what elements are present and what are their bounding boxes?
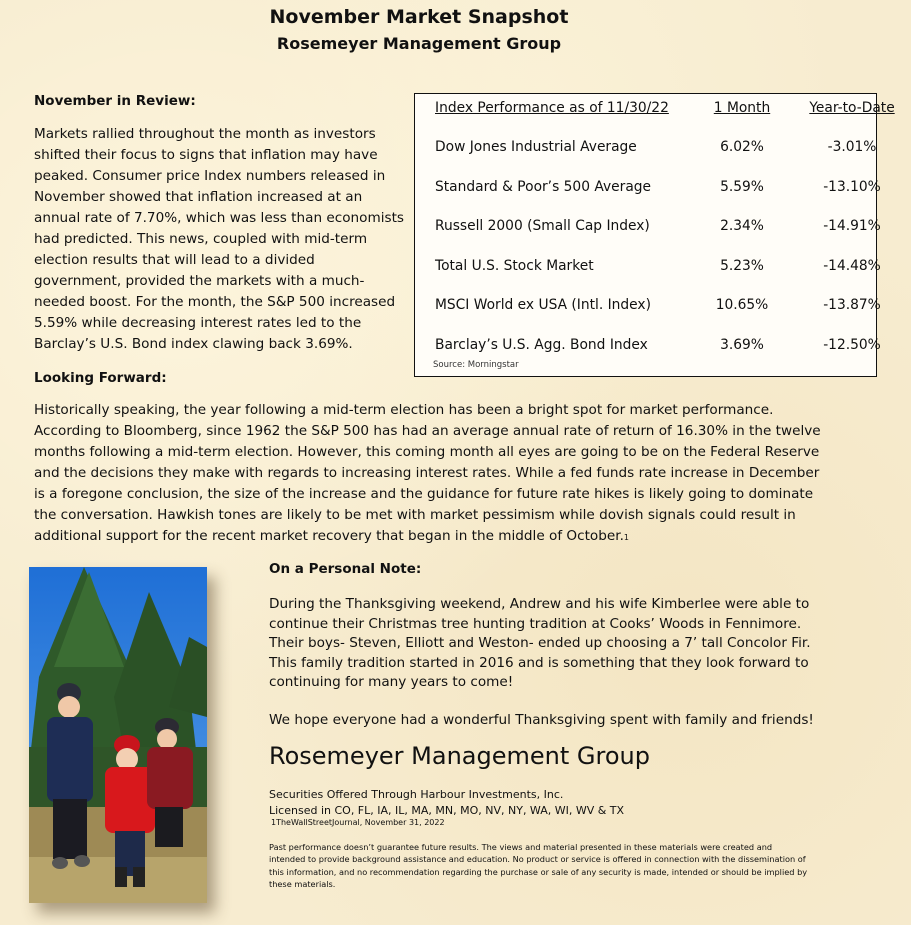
month-value: 5.23% — [720, 258, 764, 274]
forward-body-text: Historically speaking, the year following a mid-term election has been a bright spot for market performance. According to Bloomberg, since 1962 the S&P 500 has had an average annual rate of return of 16.30% in the twelve months following a mid-term election. However, this coming month all eyes are going to be on the Federal Reserve and the decisions they make with regards to increasing interest rates. While a fed funds rate increase in December is a foregone conclusion, the size of the increase and the guidance for future rate hikes is likely going to dominate the conversation. Hawkish tones are likely to be met with market pessimism while dovish signals could result in additional support for the recent market recovery that began in the middle of October. — [34, 402, 821, 544]
closing-message: We hope everyone had a wonderful Thanksgiving spent with family and friends! — [269, 712, 814, 728]
month-value: 10.65% — [715, 297, 769, 313]
ytd-value: -3.01% — [827, 139, 877, 155]
table-source: Source: Morningstar — [433, 360, 519, 370]
ytd-value: -13.10% — [823, 179, 881, 195]
index-name: Russell 2000 (Small Cap Index) — [435, 218, 650, 234]
table-row — [435, 218, 881, 238]
month-value: 3.69% — [720, 337, 764, 353]
table-row — [435, 139, 876, 159]
forward-heading: Looking Forward: — [34, 370, 167, 386]
header-ytd: Year-to-Date — [809, 100, 895, 116]
table-row — [435, 179, 881, 199]
ytd-value: -12.50% — [823, 337, 881, 353]
review-heading: November in Review: — [34, 93, 196, 109]
licensed-line: Licensed in CO, FL, IA, IL, MA, MN, MO, NV, NY, WA, WI, WV & TX — [269, 804, 625, 817]
index-name: Total U.S. Stock Market — [435, 258, 594, 274]
photo-image — [29, 567, 207, 903]
personal-body: During the Thanksgiving weekend, Andrew and his wife Kimberlee were able to continue their Christmas tree hunting tradition at Cooks’ Woods in Fennimore. Their boys- Steven, Elliott and Weston- ended up choosing a 7’ tall Concolor Fir. This family tradition started in 2016 and is something that they look forward to continuing for many years to come! — [269, 596, 811, 690]
index-name: MSCI World ex USA (Intl. Index) — [435, 297, 651, 313]
securities-line: Securities Offered Through Harbour Investments, Inc. — [269, 788, 564, 801]
index-performance-table — [414, 93, 895, 377]
personal-heading: On a Personal Note: — [269, 561, 422, 577]
firm-name: Rosemeyer Management Group — [269, 742, 650, 770]
table-header-row — [435, 100, 895, 120]
ytd-value: -14.91% — [823, 218, 881, 234]
ytd-value: -14.48% — [823, 258, 881, 274]
review-body: Markets rallied throughout the month as investors shifted their focus to signs that inflation may have peaked. Consumer price Index numbers released in November showed that inflation increased at an annual rate of 7.70%, which was less than economists had predicted. This news, coupled with mid-term election results that will lead to a divided government, provided the markets with a much-needed boost. For the month, the S&P 500 increased 5.59% while decreasing interest rates led to the Barclay’s U.S. Bond index clawing back 3.69%. — [34, 126, 404, 352]
month-value: 2.34% — [720, 218, 764, 234]
index-name: Dow Jones Industrial Average — [435, 139, 637, 155]
ytd-value: -13.87% — [823, 297, 881, 313]
index-name: Standard & Poor’s 500 Average — [435, 179, 652, 195]
table-row — [435, 258, 881, 278]
forward-body — [34, 400, 834, 548]
table-row — [435, 297, 881, 317]
page-title: November Market Snapshot — [269, 6, 569, 28]
footnote-marker: 1 — [623, 533, 630, 542]
page-subtitle: Rosemeyer Management Group — [276, 34, 562, 53]
month-value: 6.02% — [720, 139, 764, 155]
footnote: 1TheWallStreetJournal, November 31, 2022 — [271, 818, 445, 827]
disclaimer: Past performance doesn’t guarantee future results. The views and material presented in these materials were created and intended to provide background assistance and education. No product or service is offered in connection with the dissemination of this information, and no recommendation regarding the purchase or sale of any security is made, intended or should be implied by these materials. — [269, 842, 808, 890]
index-name: Barclay’s U.S. Agg. Bond Index — [435, 337, 648, 353]
family-photo — [29, 567, 207, 903]
header-1-month: 1 Month — [713, 100, 771, 116]
month-value: 5.59% — [720, 179, 764, 195]
header-index: Index Performance as of 11/30/22 — [435, 100, 669, 116]
table-row — [435, 337, 881, 357]
